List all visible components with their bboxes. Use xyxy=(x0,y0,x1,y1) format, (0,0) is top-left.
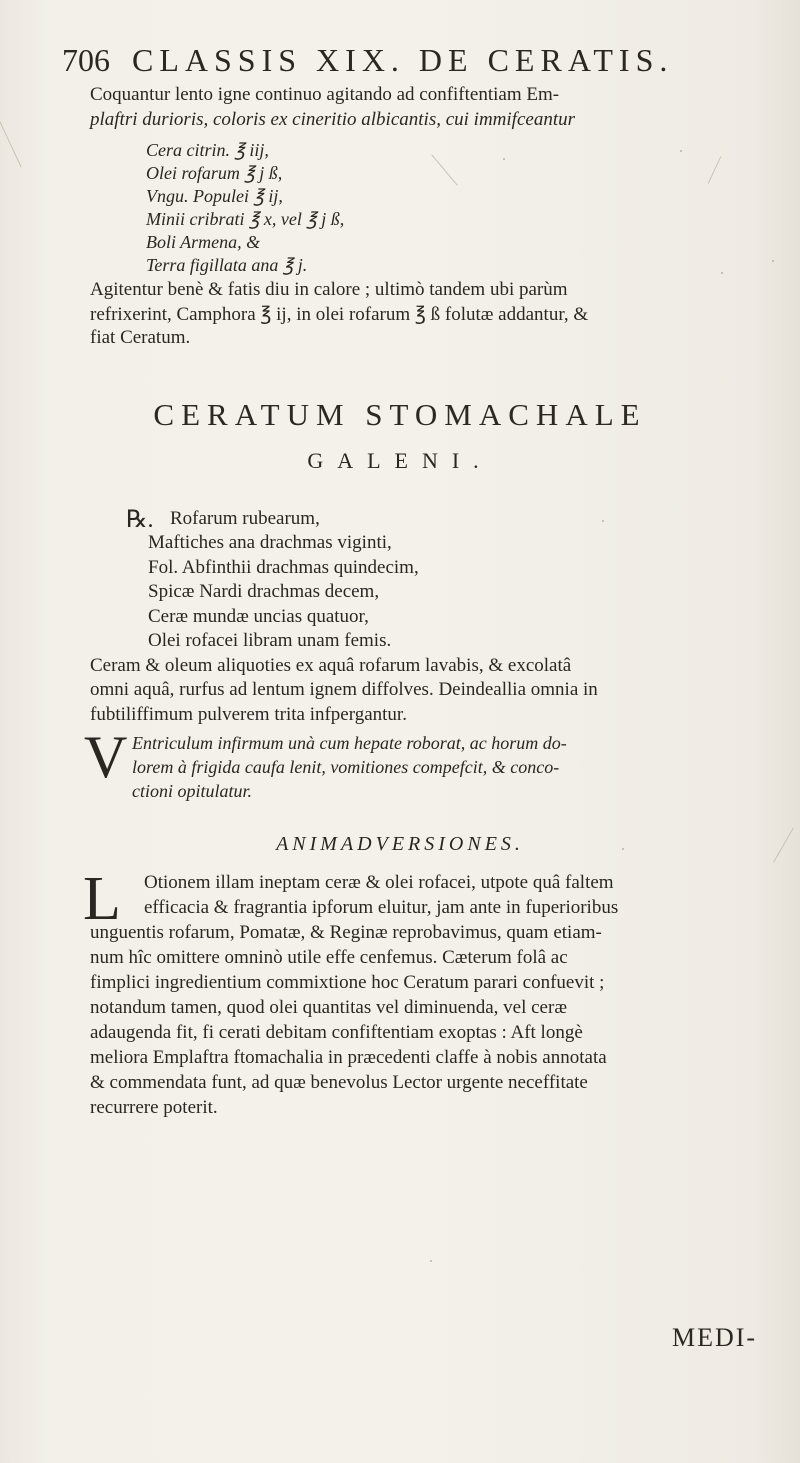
animadversiones-line: notandum tamen, quod olei quantitas vel diminuenda, vel ceræ xyxy=(90,997,567,1018)
section-subheading: GALENI. xyxy=(307,448,493,473)
section-heading: CERATUM STOMACHALE xyxy=(153,397,647,432)
recipe-line-4: Minii cribrati ℥ x, vel ℥ j ß, xyxy=(146,209,345,229)
paper-speck xyxy=(430,1260,432,1262)
virtues-line-3: ctioni opitulatur. xyxy=(132,781,253,801)
intro-line-1: Coquantur lento igne continuo agitando ad confiftentiam Em- xyxy=(90,84,560,105)
animadversiones-heading: ANIMADVERSIONES. xyxy=(276,833,524,855)
paper-speck xyxy=(602,520,604,522)
ingredient-line: Olei rofacei libram unam femis. xyxy=(148,630,392,651)
animadversiones-line: meliora Emplaftra ftomachalia in præcedenti claffe à nobis annotata xyxy=(90,1047,607,1068)
procedure-line-2: omni aquâ, rurfus ad lentum ignem diffolves. Deindeallia omnia in xyxy=(90,679,598,700)
instruction-line-2: refrixerint, Camphora ℥ ij, in olei rofarum ℥ ß folutæ addantur, & xyxy=(90,304,589,325)
intro-line-2: plaftri durioris, coloris ex cineritio albicantis, cui immifceantur xyxy=(90,109,575,130)
instruction-line-1: Agitentur benè & fatis diu in calore ; ultimò tandem ubi parùm xyxy=(90,279,568,300)
paper-speck xyxy=(622,848,624,850)
paper-scratch xyxy=(708,156,722,184)
paper-speck xyxy=(721,272,723,274)
recipe-line-3: Vngu. Populei ℥ ij, xyxy=(146,186,283,206)
animadversiones-line: adaugenda fit, fi cerati debitam confiftentiam exoptas : Aft longè xyxy=(90,1022,583,1043)
page-number: 706 xyxy=(62,42,110,78)
recipe-line-2: Olei rofarum ℥ j ß, xyxy=(146,163,283,183)
catchword: MEDI- xyxy=(672,1323,758,1352)
instruction-line-3: fiat Ceratum. xyxy=(90,327,191,348)
recipe-symbol: ℞. xyxy=(126,507,154,533)
recipe-line-1: Cera citrin. ℥ iij, xyxy=(146,140,269,160)
running-head xyxy=(62,42,673,79)
running-title: CLASSIS XIX. DE CERATIS. xyxy=(132,42,674,78)
animadversiones-line: & commendata funt, ad quæ benevolus Lector urgente neceffitate xyxy=(90,1072,588,1093)
ingredient-line: Spicæ Nardi drachmas decem, xyxy=(148,581,380,602)
recipe-line-6: Terra figillata ana ℥ j. xyxy=(146,255,308,275)
ingredient-line: Fol. Abfinthii drachmas quindecim, xyxy=(148,557,419,578)
procedure-line-3: fubtiliffimum pulverem trita infpergantur. xyxy=(90,704,407,725)
ingredient-line: Rofarum rubearum, xyxy=(170,508,320,529)
animadversiones-line: efficacia & fragrantia ipforum eluitur, jam ante in fuperioribus xyxy=(144,897,619,918)
ingredient-line: Maftiches ana drachmas viginti, xyxy=(148,532,392,553)
virtues-line-2: lorem à frigida caufa lenit, vomitiones compefcit, & conco- xyxy=(132,757,560,777)
animadversiones-line: num hîc omittere omninò utile effe cenfemus. Cæterum folâ ac xyxy=(90,947,568,968)
procedure-line-1: Ceram & oleum aliquoties ex aquâ rofarum lavabis, & excolatâ xyxy=(90,655,572,676)
drop-cap-v: V xyxy=(84,724,128,790)
virtues-line-1: Entriculum infirmum unà cum hepate roborat, ac horum do- xyxy=(132,733,567,753)
paper-scratch xyxy=(0,113,22,168)
animadversiones-line: recurrere poterit. xyxy=(90,1097,218,1118)
paper-speck xyxy=(503,158,505,160)
animadversiones-line: fimplici ingredientium commixtione hoc Ceratum parari confuevit ; xyxy=(90,972,605,993)
recipe-line-5: Boli Armena, & xyxy=(146,232,261,252)
paper-speck xyxy=(680,150,682,152)
paper-scratch xyxy=(431,154,457,185)
drop-cap-l: L xyxy=(83,865,121,933)
ingredient-line: Ceræ mundæ uncias quatuor, xyxy=(148,606,369,627)
animadversiones-line: unguentis rofarum, Pomatæ, & Reginæ reprobavimus, quam etiam- xyxy=(90,922,602,943)
paper-speck xyxy=(772,260,774,262)
animadversiones-line: Otionem illam ineptam ceræ & olei rofacei, utpote quâ faltem xyxy=(144,872,614,893)
